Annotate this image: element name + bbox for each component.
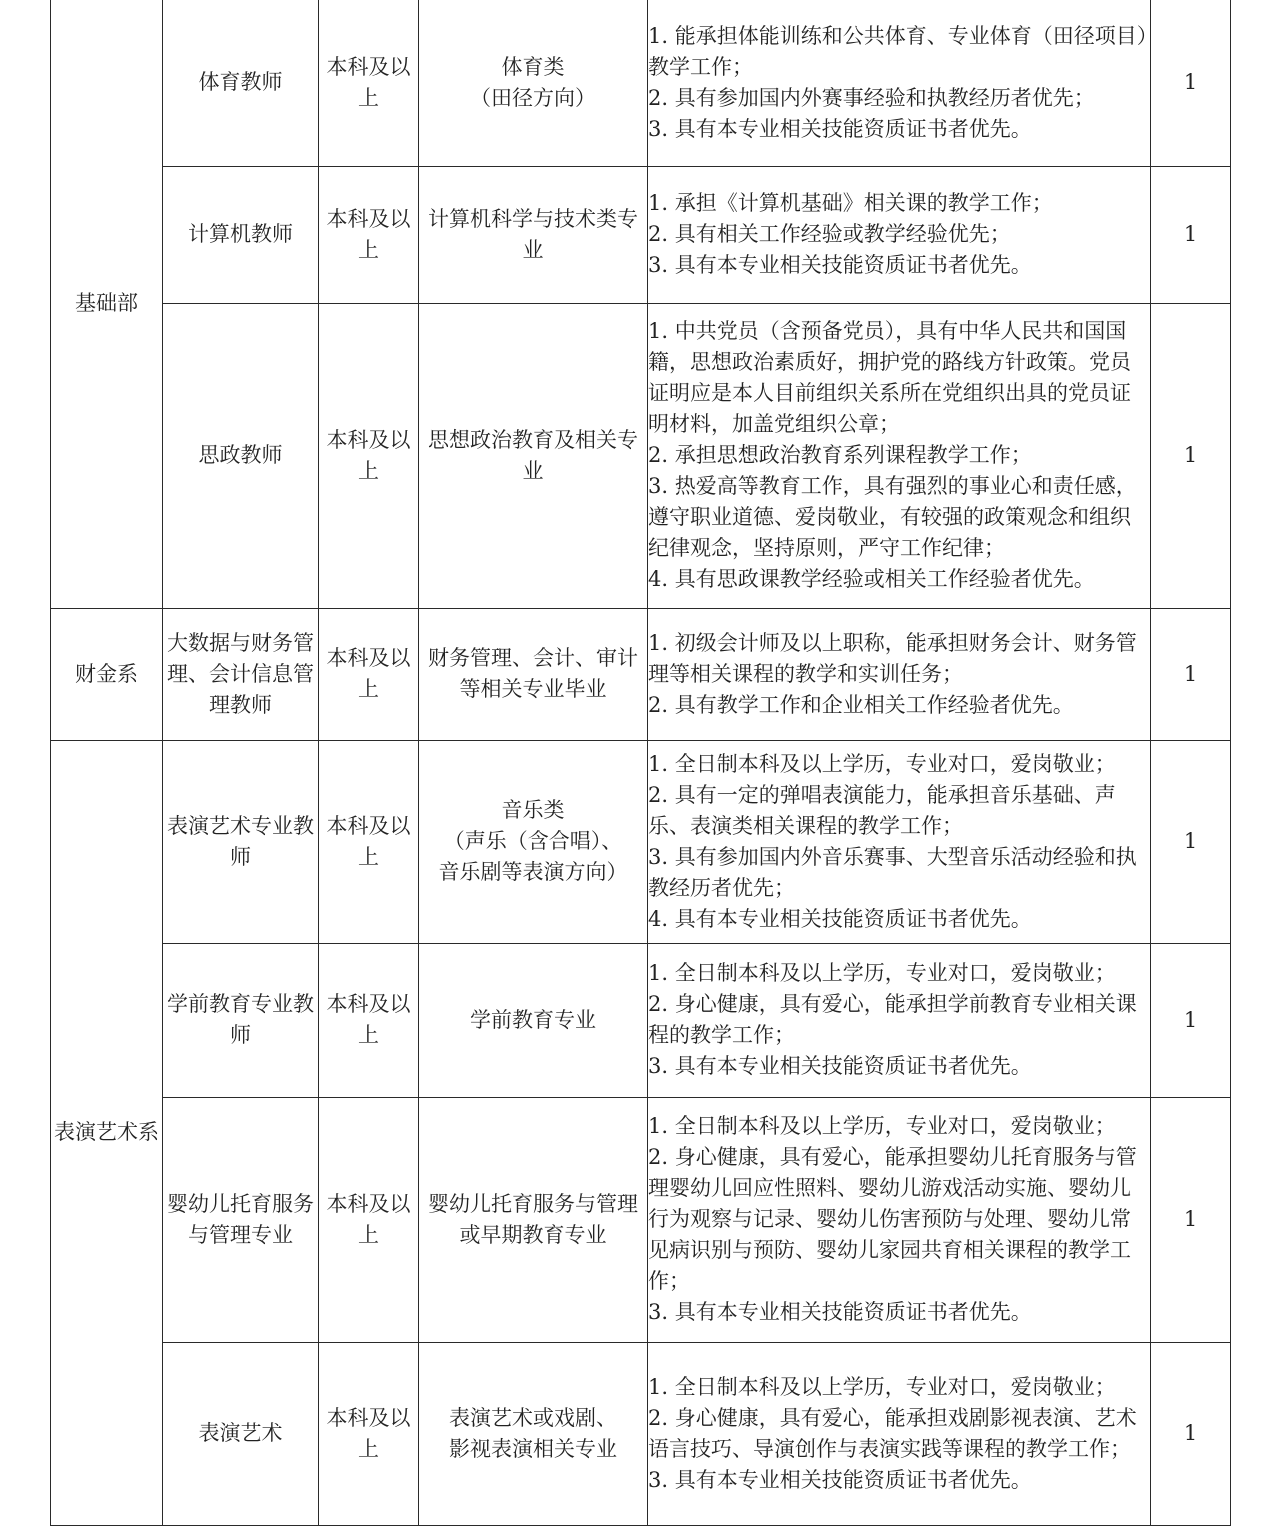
position-name: 大数据与财务管理、会计信息管理教师 (167, 630, 314, 717)
position-name: 婴幼儿托育服务与管理专业 (167, 1191, 314, 1247)
education-requirement: 本科及以上 (326, 206, 411, 262)
requirements-cell (648, 0, 1151, 166)
table-row (51, 943, 1231, 1097)
headcount: 1 (1183, 1207, 1198, 1231)
major-cell (419, 943, 648, 1097)
requirements-cell (648, 166, 1151, 303)
requirements-cell (648, 1097, 1151, 1342)
requirement-item: 4. 具有思政课教学经验或相关工作经验者优先。 (648, 567, 1095, 591)
department-cell (51, 0, 163, 608)
major-cell (419, 1342, 648, 1525)
position-cell (163, 0, 319, 166)
requirement-item: 3. 具有本专业相关技能资质证书者优先。 (648, 116, 1032, 141)
major-cell (419, 1097, 648, 1342)
requirement-item: 2. 具有相关工作经验或教学经验优先； (648, 222, 1011, 246)
requirement-item: 2. 身心健康，具有爱心，能承担婴幼儿托育服务与管理婴幼儿回应性照料、婴幼儿游戏活动实施、婴幼儿行为观察与记录、婴幼儿伤害预防与处理、婴幼儿常见病识别与预防、婴幼儿家园共育相关课程的教学工作； (648, 1145, 1137, 1293)
requirement-item: 2. 身心健康，具有爱心，能承担戏剧影视表演、艺术语言技巧、导演创作与表演实践等课程的教学工作； (648, 1405, 1137, 1461)
major-line: 影视表演相关专业 (449, 1436, 617, 1461)
requirement-item: 1. 承担《计算机基础》相关课的教学工作； (648, 191, 1053, 215)
requirement-item: 2. 具有一定的弹唱表演能力，能承担音乐基础、声乐、表演类相关课程的教学工作； (648, 782, 1116, 838)
position-cell (163, 740, 319, 943)
headcount: 1 (1183, 222, 1198, 246)
major-line: 思想政治教育及相关专业 (428, 427, 638, 483)
count-cell (1151, 303, 1231, 608)
count-cell (1151, 0, 1231, 166)
department-name: 基础部 (75, 291, 138, 316)
education-requirement: 本科及以上 (326, 427, 411, 483)
requirement-item: 2. 身心健康，具有爱心，能承担学前教育专业相关课程的教学工作； (648, 992, 1137, 1047)
table-row (51, 740, 1231, 943)
education-cell (319, 1097, 419, 1342)
education-requirement: 本科及以上 (326, 1405, 411, 1461)
education-requirement: 本科及以上 (326, 1191, 411, 1247)
requirement-item: 3. 具有参加国内外音乐赛事、大型音乐活动经验和执教经历者优先； (648, 844, 1137, 900)
position-name: 表演艺术 (198, 1421, 283, 1445)
major-cell (419, 740, 648, 943)
major-line: （声乐（含合唱）、 (443, 829, 623, 853)
requirement-item: 3. 热爱高等教育工作，具有强烈的事业心和责任感，遵守职业道德、爱岗敬业，有较强的政策观念和组织纪律观念，坚持原则，严守工作纪律； (648, 474, 1137, 560)
requirement-item: 3. 具有本专业相关技能资质证书者优先。 (648, 253, 1032, 277)
position-name: 体育教师 (198, 70, 283, 95)
requirement-item: 2. 承担思想政治教育系列课程教学工作； (648, 443, 1032, 467)
major-cell (419, 303, 648, 608)
major-cell (419, 166, 648, 303)
major-cell (419, 608, 648, 740)
count-cell (1151, 1097, 1231, 1342)
major-line: 财务管理、会计、审计等相关专业毕业 (428, 646, 638, 701)
major-cell (419, 0, 648, 166)
department-name: 财金系 (75, 661, 138, 686)
requirements-cell (648, 608, 1151, 740)
count-cell (1151, 740, 1231, 943)
department-cell (51, 740, 163, 1525)
position-cell (163, 1097, 319, 1342)
recruitment-table (50, 0, 1231, 1526)
education-requirement: 本科及以上 (326, 813, 411, 869)
requirement-item: 3. 具有本专业相关技能资质证书者优先。 (648, 1300, 1032, 1324)
table-row (51, 166, 1231, 303)
requirement-item: 1. 初级会计师及以上职称，能承担财务会计、财务管理等相关课程的教学和实训任务； (648, 630, 1137, 686)
major-line: （田径方向） (470, 85, 596, 110)
education-cell (319, 943, 419, 1097)
requirements-cell (648, 1342, 1151, 1525)
department-cell (51, 608, 163, 740)
requirements-cell (648, 303, 1151, 608)
education-requirement: 本科及以上 (326, 54, 411, 110)
headcount: 1 (1183, 1007, 1198, 1032)
major-line: 音乐类 (501, 798, 565, 822)
requirement-item: 3. 具有本专业相关技能资质证书者优先。 (648, 1054, 1032, 1078)
headcount: 1 (1183, 1421, 1198, 1445)
requirement-item: 1. 中共党员（含预备党员），具有中华人民共和国国籍，思想政治素质好，拥护党的路线方针政策。党员证明应是本人目前组织关系所在党组织出具的党员证明材料，加盖党组织公章； (648, 319, 1131, 436)
major-line: 表演艺术或戏剧、 (449, 1405, 617, 1430)
table-row (51, 303, 1231, 608)
department-name: 表演艺术系 (54, 1120, 159, 1144)
position-cell (163, 1342, 319, 1525)
requirement-item: 4. 具有本专业相关技能资质证书者优先。 (648, 906, 1032, 931)
requirement-item: 1. 全日制本科及以上学历，专业对口，爱岗敬业； (648, 751, 1116, 776)
major-line: 计算机科学与技术类专业 (428, 206, 638, 262)
education-cell (319, 166, 419, 303)
position-cell (163, 943, 319, 1097)
headcount: 1 (1183, 829, 1198, 853)
table-row (51, 1097, 1231, 1342)
major-line: 音乐剧等表演方向） (438, 860, 628, 884)
requirements-cell (648, 943, 1151, 1097)
headcount: 1 (1183, 70, 1198, 95)
education-requirement: 本科及以上 (326, 992, 411, 1047)
table-row (51, 608, 1231, 740)
requirement-item: 2. 具有参加国内外赛事经验和执教经历者优先； (648, 85, 1095, 110)
education-cell (319, 0, 419, 166)
education-cell (319, 608, 419, 740)
headcount: 1 (1183, 661, 1198, 686)
education-cell (319, 740, 419, 943)
position-cell (163, 303, 319, 608)
count-cell (1151, 608, 1231, 740)
position-cell (163, 166, 319, 303)
education-requirement: 本科及以上 (326, 646, 411, 701)
count-cell (1151, 166, 1231, 303)
position-name: 表演艺术专业教师 (167, 813, 314, 869)
requirement-item: 1. 全日制本科及以上学历，专业对口，爱岗敬业； (648, 961, 1116, 985)
headcount: 1 (1183, 443, 1198, 467)
position-name: 计算机教师 (188, 222, 293, 246)
requirements-cell (648, 740, 1151, 943)
requirement-item: 1. 全日制本科及以上学历，专业对口，爱岗敬业； (648, 1114, 1116, 1138)
major-line: 婴幼儿托育服务与管理或早期教育专业 (428, 1191, 638, 1247)
table-row (51, 0, 1231, 166)
requirement-item: 1. 能承担体能训练和公共体育、专业体育（田径项目）教学工作； (648, 23, 1148, 79)
position-name: 学前教育专业教师 (167, 992, 314, 1047)
table-row (51, 1342, 1231, 1525)
major-line: 学前教育专业 (470, 1007, 596, 1032)
position-cell (163, 608, 319, 740)
count-cell (1151, 1342, 1231, 1525)
requirement-item: 1. 全日制本科及以上学历，专业对口，爱岗敬业； (648, 1374, 1116, 1399)
requirement-item: 2. 具有教学工作和企业相关工作经验者优先。 (648, 692, 1074, 717)
position-name: 思政教师 (198, 443, 283, 467)
requirement-item: 3. 具有本专业相关技能资质证书者优先。 (648, 1467, 1032, 1492)
count-cell (1151, 943, 1231, 1097)
major-line: 体育类 (501, 54, 565, 79)
education-cell (319, 1342, 419, 1525)
education-cell (319, 303, 419, 608)
